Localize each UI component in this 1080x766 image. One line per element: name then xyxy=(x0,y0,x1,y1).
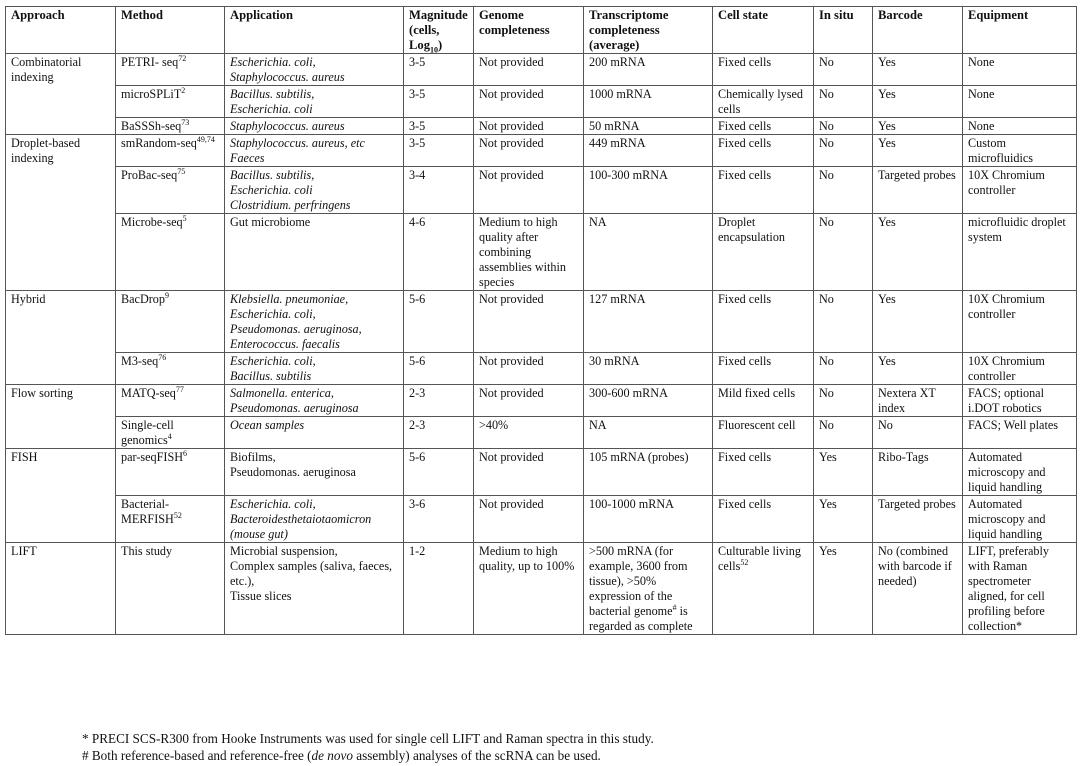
log-subscript: 10 xyxy=(430,45,438,55)
magnitude-cell: 3-5 xyxy=(404,135,474,167)
cell-state-cell: Fixed cells xyxy=(713,54,814,86)
application-cell: Biofilms, Pseudomonas. aeruginosa xyxy=(225,449,404,496)
application-cell: Salmonella. enterica, Pseudomonas. aeruginosa xyxy=(225,385,404,417)
magnitude-cell: 2-3 xyxy=(404,417,474,449)
header-in-situ: In situ xyxy=(814,7,873,54)
table-row xyxy=(6,167,1077,214)
genome-cell: Not provided xyxy=(474,496,584,543)
barcode-cell: Yes xyxy=(873,353,963,385)
table-row xyxy=(6,543,1077,635)
application-cell: Ocean samples xyxy=(225,417,404,449)
equipment-cell: microfluidic droplet system xyxy=(963,214,1077,291)
reference-superscript: # xyxy=(672,602,677,612)
method-cell: Bacterial-MERFISH$^{52}$ xyxy=(116,496,225,543)
application-cell: Bacillus. subtilis, Escherichia. coli Clostridium. perfringens xyxy=(225,167,404,214)
approach-cell: Flow sorting xyxy=(6,385,116,449)
approach-cell: LIFT xyxy=(6,543,116,635)
method-cell: Single-cell genomics$^4$ xyxy=(116,417,225,449)
table-row xyxy=(6,86,1077,118)
transcriptome-cell: 200 mRNA xyxy=(584,54,713,86)
approach-cell: Combinatorial indexing xyxy=(6,54,116,135)
reference-superscript: 4 xyxy=(167,431,172,441)
reference-superscript: 52 xyxy=(740,557,749,567)
cell-state-cell: Fixed cells xyxy=(713,353,814,385)
cell-state-cell: Fluorescent cell xyxy=(713,417,814,449)
header-genome: Genome completeness xyxy=(474,7,584,54)
in-situ-cell: No xyxy=(814,118,873,135)
reference-superscript: 72 xyxy=(178,53,187,63)
table-row xyxy=(6,385,1077,417)
genome-cell: Not provided xyxy=(474,449,584,496)
transcriptome-cell: 100-300 mRNA xyxy=(584,167,713,214)
reference-superscript: 9 xyxy=(165,290,169,300)
in-situ-cell: No xyxy=(814,353,873,385)
reference-superscript: 6 xyxy=(183,448,188,458)
header-row xyxy=(6,7,1077,54)
application-cell: Escherichia. coli, Bacteroidesthetaiotaomicron (mouse gut) xyxy=(225,496,404,543)
genome-cell: Medium to high quality, up to 100% xyxy=(474,543,584,635)
method-cell: This study xyxy=(116,543,225,635)
genome-cell: Not provided xyxy=(474,118,584,135)
method-cell: smRandom-seq$^{49,74}$ xyxy=(116,135,225,167)
equipment-cell: FACS; Well plates xyxy=(963,417,1077,449)
barcode-cell: Yes xyxy=(873,214,963,291)
magnitude-cell: 3-6 xyxy=(404,496,474,543)
reference-superscript: 73 xyxy=(181,117,190,127)
application-cell: Bacillus. subtilis, Escherichia. coli xyxy=(225,86,404,118)
barcode-cell: Nextera XT index xyxy=(873,385,963,417)
application-cell: Gut microbiome xyxy=(225,214,404,291)
cell-state-cell: Culturable living cells$^{52}$ xyxy=(713,543,814,635)
equipment-cell: None xyxy=(963,54,1077,86)
in-situ-cell: Yes xyxy=(814,449,873,496)
transcriptome-cell: >500 mRNA (for example, 3600 from tissue), >50% expression of the bacterial genome# is regarded as complete xyxy=(584,543,713,635)
cell-state-cell: Chemically lysed cells xyxy=(713,86,814,118)
in-situ-cell: Yes xyxy=(814,543,873,635)
transcriptome-cell: NA xyxy=(584,417,713,449)
genome-cell: Not provided xyxy=(474,291,584,353)
cell-state-cell: Fixed cells xyxy=(713,167,814,214)
cell-state-cell: Fixed cells xyxy=(713,118,814,135)
barcode-cell: Yes xyxy=(873,135,963,167)
header-approach: Approach xyxy=(6,7,116,54)
approach-cell: Hybrid xyxy=(6,291,116,385)
method-cell: MATQ-seq$^{77}$ xyxy=(116,385,225,417)
application-cell: Staphylococcus. aureus xyxy=(225,118,404,135)
reference-superscript: 49,74 xyxy=(196,134,215,144)
application-cell: Escherichia. coli, Staphylococcus. aureus xyxy=(225,54,404,86)
reference-superscript: 77 xyxy=(175,384,184,394)
barcode-cell: Yes xyxy=(873,118,963,135)
equipment-cell: 10X Chromium controller xyxy=(963,291,1077,353)
barcode-cell: Yes xyxy=(873,86,963,118)
equipment-cell: Automated microscopy and liquid handling xyxy=(963,496,1077,543)
barcode-cell: Targeted probes xyxy=(873,496,963,543)
reference-superscript: 2 xyxy=(181,85,186,95)
header-cell-state: Cell state xyxy=(713,7,814,54)
cell-state-cell: Droplet encapsulation xyxy=(713,214,814,291)
magnitude-cell: 5-6 xyxy=(404,449,474,496)
transcriptome-cell: 105 mRNA (probes) xyxy=(584,449,713,496)
header-equipment: Equipment xyxy=(963,7,1077,54)
footnote-equipment: * PRECI SCS-R300 from Hooke Instruments was used for single cell LIFT and Raman spectra in this study. xyxy=(82,731,654,746)
transcriptome-cell: 449 mRNA xyxy=(584,135,713,167)
header-method: Method xyxy=(116,7,225,54)
reference-superscript: 76 xyxy=(158,352,167,362)
method-cell: BaSSSh-seq$^{73}$ xyxy=(116,118,225,135)
method-cell: par-seqFISH$^6$ xyxy=(116,449,225,496)
genome-cell: Not provided xyxy=(474,135,584,167)
table-row xyxy=(6,54,1077,86)
magnitude-cell: 5-6 xyxy=(404,291,474,353)
equipment-cell: Custom microfluidics xyxy=(963,135,1077,167)
footnotes xyxy=(82,730,654,764)
transcriptome-cell: 50 mRNA xyxy=(584,118,713,135)
in-situ-cell: No xyxy=(814,417,873,449)
in-situ-cell: No xyxy=(814,291,873,353)
table-row xyxy=(6,214,1077,291)
method-cell: M3-seq$^{76}$ xyxy=(116,353,225,385)
magnitude-cell: 1-2 xyxy=(404,543,474,635)
header-barcode: Barcode xyxy=(873,7,963,54)
table-row xyxy=(6,496,1077,543)
application-cell: Escherichia. coli, Bacillus. subtilis xyxy=(225,353,404,385)
header-magnitude: Magnitude (cells, Log$_{10}$) xyxy=(404,7,474,54)
equipment-cell: None xyxy=(963,118,1077,135)
method-cell: BacDrop$^9$ xyxy=(116,291,225,353)
reference-superscript: 75 xyxy=(177,166,186,176)
table-row xyxy=(6,291,1077,353)
cell-state-cell: Fixed cells xyxy=(713,135,814,167)
table-row xyxy=(6,353,1077,385)
method-cell: microSPLiT$^2$ xyxy=(116,86,225,118)
barcode-cell: Ribo-Tags xyxy=(873,449,963,496)
in-situ-cell: No xyxy=(814,54,873,86)
genome-cell: Not provided xyxy=(474,385,584,417)
magnitude-cell: 4-6 xyxy=(404,214,474,291)
transcriptome-cell: 30 mRNA xyxy=(584,353,713,385)
table-row xyxy=(6,118,1077,135)
method-cell: ProBac-seq$^{75}$ xyxy=(116,167,225,214)
genome-cell: Not provided xyxy=(474,86,584,118)
header-application: Application xyxy=(225,7,404,54)
header-transcriptome: Transcriptome completeness (average) xyxy=(584,7,713,54)
comparison-table xyxy=(5,6,1077,635)
magnitude-cell: 5-6 xyxy=(404,353,474,385)
transcriptome-cell: 100-1000 mRNA xyxy=(584,496,713,543)
footnote-analysis: # Both reference-based and reference-free (de novo assembly) analyses of the scRNA can be used. xyxy=(82,748,601,763)
in-situ-cell: No xyxy=(814,86,873,118)
equipment-cell: None xyxy=(963,86,1077,118)
table-header xyxy=(6,7,1077,54)
in-situ-cell: No xyxy=(814,214,873,291)
genome-cell: Not provided xyxy=(474,167,584,214)
magnitude-cell: 2-3 xyxy=(404,385,474,417)
application-cell: Microbial suspension, Complex samples (saliva, faeces, etc.), Tissue slices xyxy=(225,543,404,635)
table-body xyxy=(6,54,1077,635)
equipment-cell: FACS; optional i.DOT robotics xyxy=(963,385,1077,417)
equipment-cell: 10X Chromium controller xyxy=(963,353,1077,385)
approach-cell: Droplet-based indexing xyxy=(6,135,116,291)
table-row xyxy=(6,135,1077,167)
reference-superscript: 5 xyxy=(182,213,187,223)
barcode-cell: No xyxy=(873,417,963,449)
cell-state-cell: Fixed cells xyxy=(713,449,814,496)
transcriptome-cell: NA xyxy=(584,214,713,291)
cell-state-cell: Mild fixed cells xyxy=(713,385,814,417)
in-situ-cell: No xyxy=(814,167,873,214)
transcriptome-cell: 1000 mRNA xyxy=(584,86,713,118)
magnitude-cell: 3-5 xyxy=(404,54,474,86)
reference-superscript: 52 xyxy=(173,510,182,520)
equipment-cell: LIFT, preferably with Raman spectrometer aligned, for cell profiling before collection* xyxy=(963,543,1077,635)
table-row xyxy=(6,449,1077,496)
equipment-cell: Automated microscopy and liquid handling xyxy=(963,449,1077,496)
in-situ-cell: No xyxy=(814,385,873,417)
genome-cell: Not provided xyxy=(474,353,584,385)
method-cell: Microbe-seq$^5$ xyxy=(116,214,225,291)
in-situ-cell: Yes xyxy=(814,496,873,543)
genome-cell: Medium to high quality after combining assemblies within species xyxy=(474,214,584,291)
application-cell: Staphylococcus. aureus, etc Faeces xyxy=(225,135,404,167)
transcriptome-cell: 127 mRNA xyxy=(584,291,713,353)
de-novo-term: de novo xyxy=(311,748,353,763)
approach-cell: FISH xyxy=(6,449,116,543)
barcode-cell: Yes xyxy=(873,54,963,86)
barcode-cell: No (combined with barcode if needed) xyxy=(873,543,963,635)
equipment-cell: 10X Chromium controller xyxy=(963,167,1077,214)
application-cell: Klebsiella. pneumoniae, Escherichia. coli, Pseudomonas. aeruginosa, Enterococcus. faecalis xyxy=(225,291,404,353)
transcriptome-cell: 300-600 mRNA xyxy=(584,385,713,417)
cell-state-cell: Fixed cells xyxy=(713,496,814,543)
genome-cell: >40% xyxy=(474,417,584,449)
in-situ-cell: No xyxy=(814,135,873,167)
barcode-cell: Targeted probes xyxy=(873,167,963,214)
barcode-cell: Yes xyxy=(873,291,963,353)
table-row xyxy=(6,417,1077,449)
magnitude-cell: 3-5 xyxy=(404,86,474,118)
magnitude-cell: 3-5 xyxy=(404,118,474,135)
magnitude-cell: 3-4 xyxy=(404,167,474,214)
method-cell: PETRI- seq$^{72}$ xyxy=(116,54,225,86)
cell-state-cell: Fixed cells xyxy=(713,291,814,353)
genome-cell: Not provided xyxy=(474,54,584,86)
